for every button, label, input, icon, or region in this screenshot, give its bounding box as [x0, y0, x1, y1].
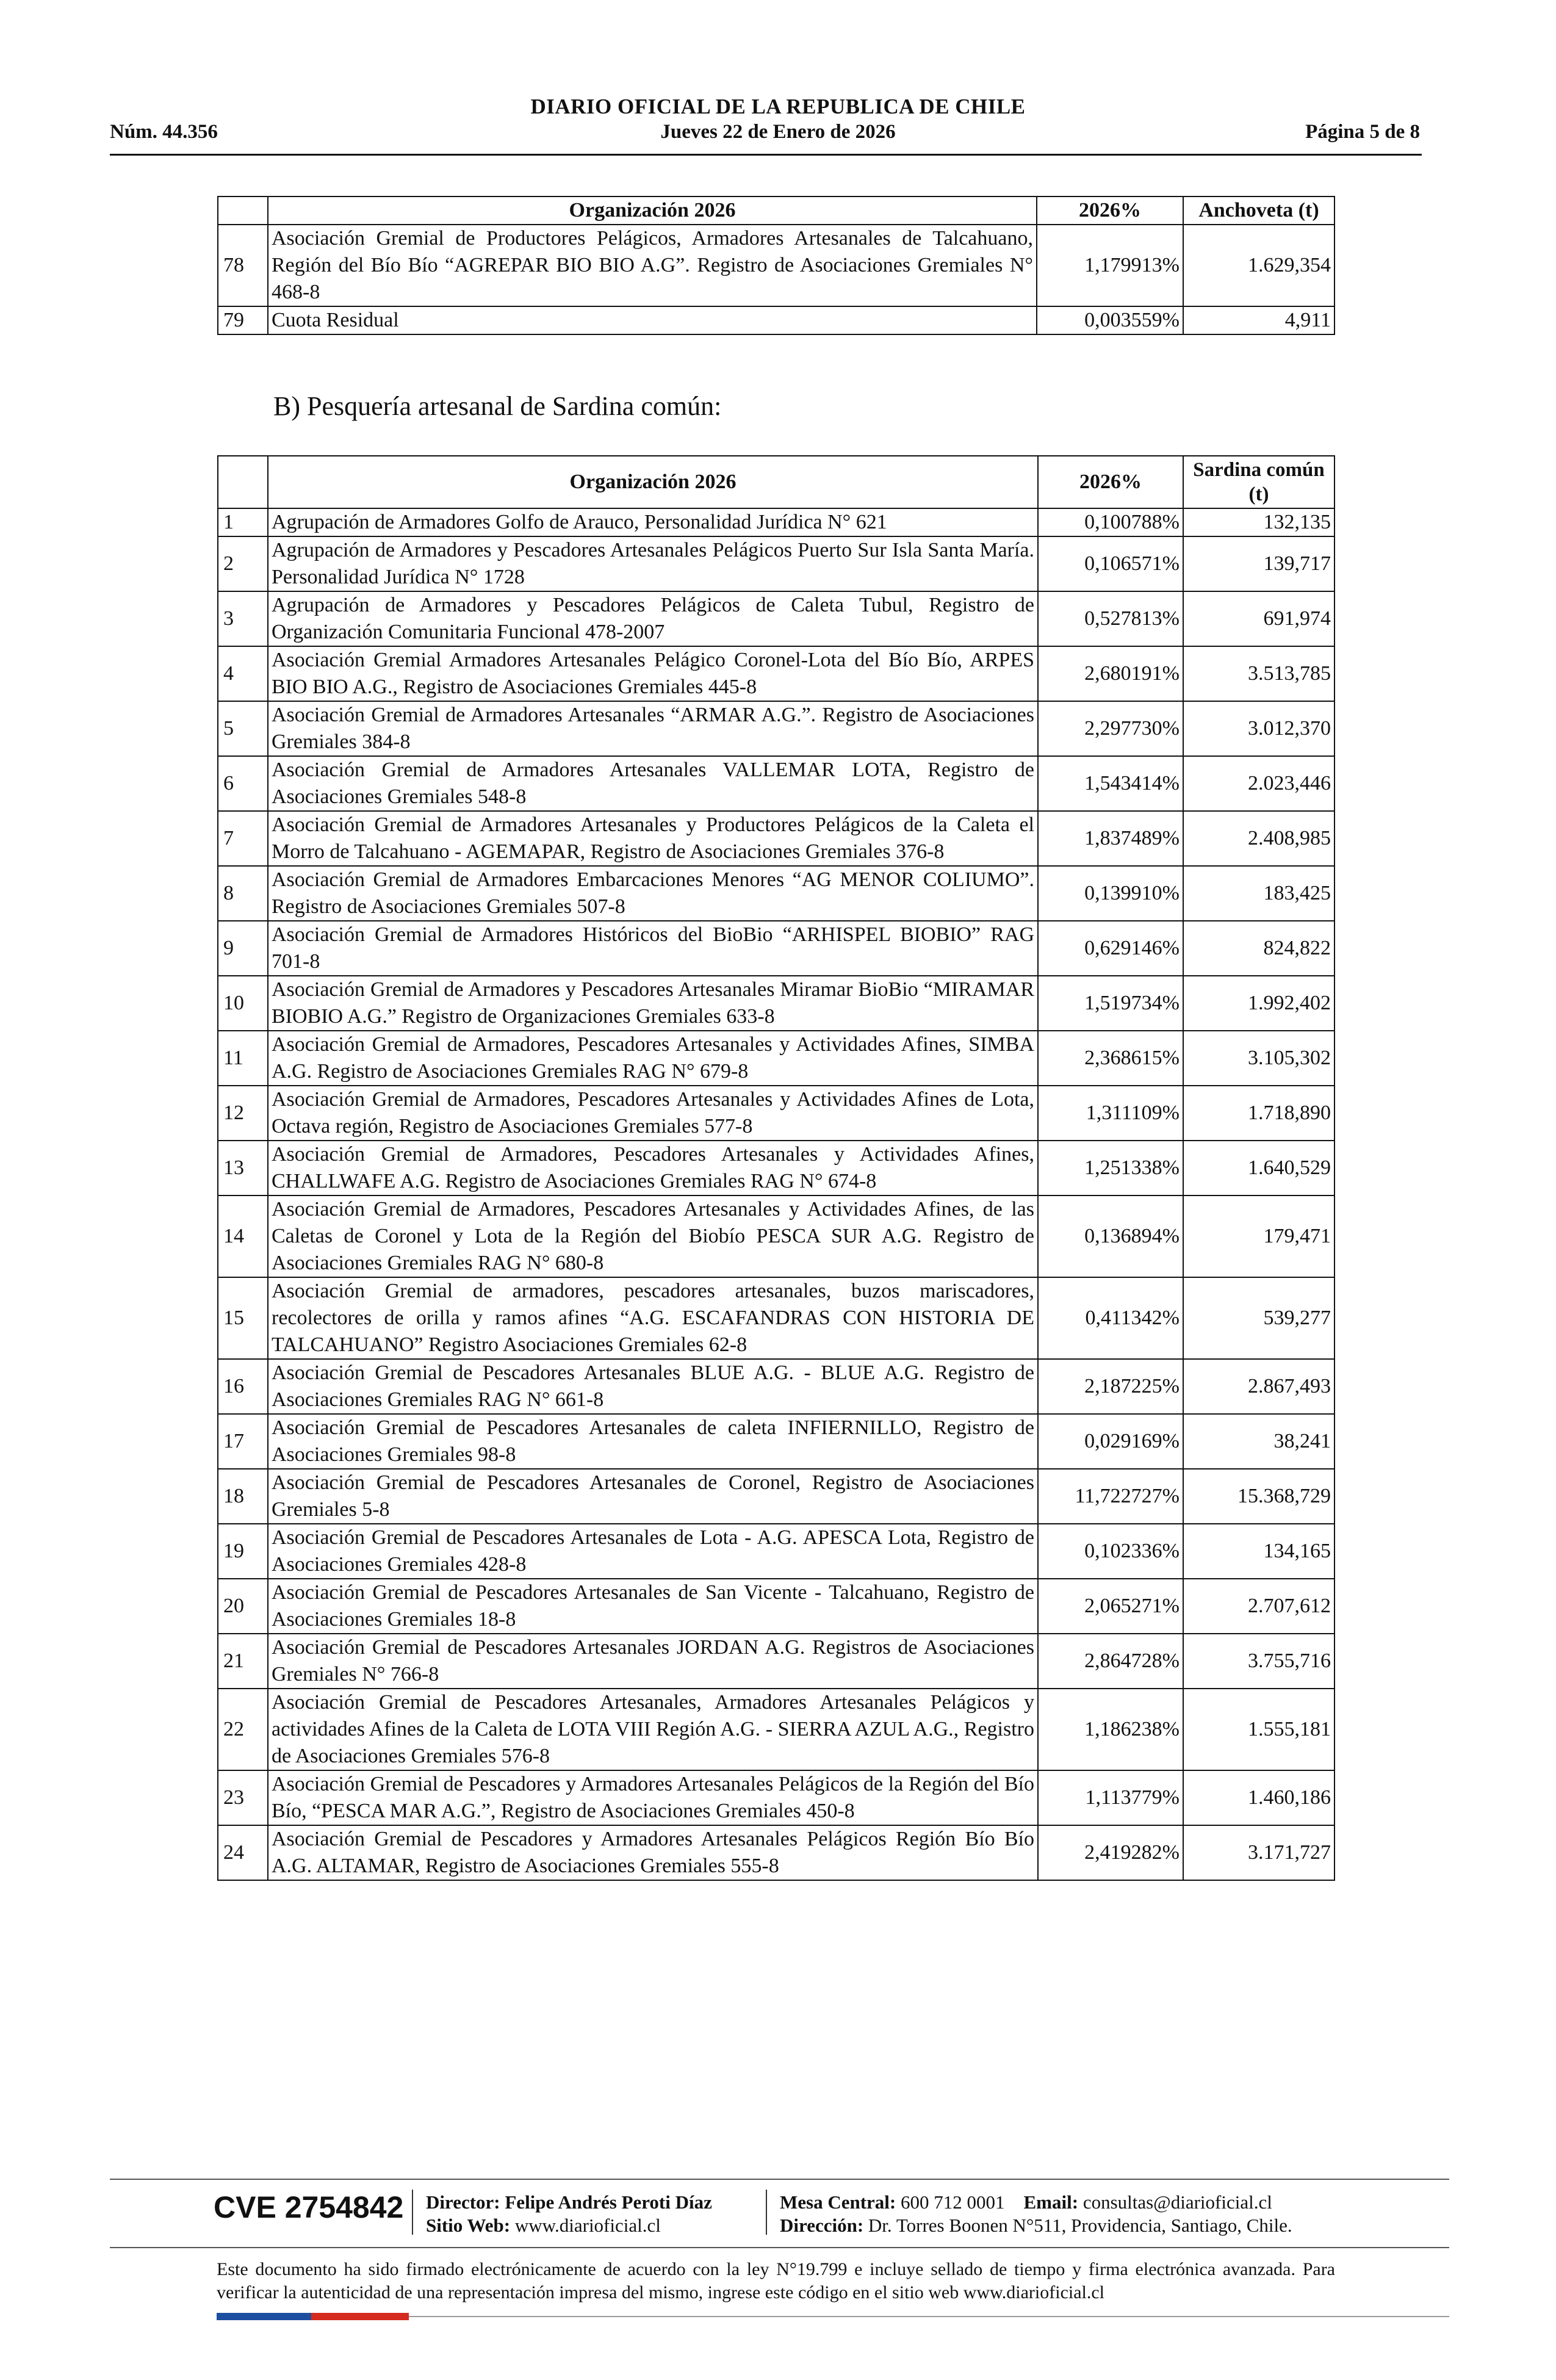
table-row	[218, 1031, 1334, 1086]
section-b-heading: B) Pesquería artesanal de Sardina común:	[273, 391, 722, 421]
table-row	[218, 701, 1334, 756]
percent-cell: 2,065271%	[1038, 1579, 1183, 1634]
row-number: 78	[218, 225, 268, 306]
percent-cell: 1,251338%	[1038, 1141, 1183, 1195]
organization-cell: Asociación Gremial de Pescadores y Armadores Artesanales Pelágicos Región Bío Bío A.G. ALTAMAR, Registro de Asociaciones Gremiales 555-8	[268, 1825, 1038, 1880]
tonnage-cell: 2.023,446	[1183, 756, 1334, 811]
table-row	[218, 536, 1334, 591]
header-organization: Organización 2026	[268, 456, 1038, 508]
tonnage-cell: 3.012,370	[1183, 701, 1334, 756]
organization-cell: Asociación Gremial de Productores Pelágicos, Armadores Artesanales de Talcahuano, Región del Bío Bío “AGREPAR BIO BIO A.G”. Registro de Asociaciones Gremiales N° 468-8	[268, 225, 1037, 306]
table-row	[218, 1524, 1334, 1579]
row-number: 12	[218, 1086, 268, 1141]
tonnage-cell: 3.105,302	[1183, 1031, 1334, 1086]
percent-cell: 1,543414%	[1038, 756, 1183, 811]
header-number	[218, 456, 268, 508]
table-row	[218, 811, 1334, 866]
tonnage-cell: 38,241	[1183, 1414, 1334, 1469]
publication-title: DIARIO OFICIAL DE LA REPUBLICA DE CHILE	[530, 95, 1026, 118]
organization-cell: Asociación Gremial de Armadores, Pescadores Artesanales y Actividades Afines de Lota, Octava región, Registro de Asociaciones Gremiales 577-8	[268, 1086, 1038, 1141]
organization-cell: Asociación Gremial de Armadores, Pescadores Artesanales y Actividades Afines, de las Caletas de Coronel y Lota de la Región del Biobío PESCA SUR A.G. Registro de Asociaciones Gremiales RAG N° 680-8	[268, 1195, 1038, 1277]
director-name: Felipe Andrés Peroti Díaz	[505, 2191, 712, 2213]
tonnage-cell: 3.513,785	[1183, 646, 1334, 701]
header-divider	[110, 154, 1422, 156]
tonnage-cell: 4,911	[1183, 306, 1334, 334]
percent-cell: 0,411342%	[1038, 1277, 1183, 1359]
row-number: 79	[218, 306, 268, 334]
sardina-table	[217, 455, 1335, 1881]
tonnage-cell: 1.460,186	[1183, 1770, 1334, 1825]
website-link[interactable]: www.diarioficial.cl	[514, 2215, 661, 2236]
percent-cell: 0,100788%	[1038, 508, 1183, 536]
organization-cell: Asociación Gremial de Armadores Artesanales y Productores Pelágicos de la Caleta el Morro de Talcahuano - AGEMAPAR, Registro de Asociaciones Gremiales 376-8	[268, 811, 1038, 866]
tonnage-cell: 691,974	[1183, 591, 1334, 646]
phone-label: Mesa Central:	[780, 2191, 896, 2213]
footer-divider	[110, 2179, 1449, 2180]
director-label: Director:	[426, 2191, 500, 2213]
percent-cell: 0,003559%	[1037, 306, 1183, 334]
percent-cell: 0,527813%	[1038, 591, 1183, 646]
email-link[interactable]: consultas@diarioficial.cl	[1082, 2191, 1272, 2213]
row-number: 22	[218, 1689, 268, 1770]
row-number: 24	[218, 1825, 268, 1880]
organization-cell: Cuota Residual	[268, 306, 1037, 334]
tonnage-cell: 132,135	[1183, 508, 1334, 536]
percent-cell: 1,186238%	[1038, 1689, 1183, 1770]
table-row	[218, 591, 1334, 646]
tonnage-cell: 1.718,890	[1183, 1086, 1334, 1141]
row-number: 8	[218, 866, 268, 921]
tonnage-cell: 1.555,181	[1183, 1689, 1334, 1770]
percent-cell: 1,113779%	[1038, 1770, 1183, 1825]
tonnage-cell: 1.640,529	[1183, 1141, 1334, 1195]
header-number	[218, 197, 268, 225]
organization-cell: Asociación Gremial de Armadores, Pescadores Artesanales y Actividades Afines, CHALLWAFE A.G. Registro de Asociaciones Gremiales RAG N° 674-8	[268, 1141, 1038, 1195]
percent-cell: 0,106571%	[1038, 536, 1183, 591]
percent-cell: 2,297730%	[1038, 701, 1183, 756]
row-number: 9	[218, 921, 268, 976]
percent-cell: 0,029169%	[1038, 1414, 1183, 1469]
row-number: 11	[218, 1031, 268, 1086]
footer-separator	[412, 2190, 413, 2235]
table-row	[218, 1770, 1334, 1825]
percent-cell: 1,311109%	[1038, 1086, 1183, 1141]
row-number: 19	[218, 1524, 268, 1579]
row-number: 14	[218, 1195, 268, 1277]
row-number: 10	[218, 976, 268, 1031]
organization-cell: Asociación Gremial de Pescadores Artesanales de caleta INFIERNILLO, Registro de Asociaciones Gremiales 98-8	[268, 1414, 1038, 1469]
row-number: 4	[218, 646, 268, 701]
row-number: 2	[218, 536, 268, 591]
issue-number: Núm. 44.356	[110, 121, 218, 143]
table-row	[218, 1195, 1334, 1277]
tonnage-cell: 824,822	[1183, 921, 1334, 976]
footer-separator	[766, 2190, 767, 2235]
tonnage-cell: 3.171,727	[1183, 1825, 1334, 1880]
percent-cell: 0,136894%	[1038, 1195, 1183, 1277]
footer-contact-block	[780, 2191, 1292, 2237]
table-row	[218, 1277, 1334, 1359]
table-row	[218, 1469, 1334, 1524]
organization-cell: Asociación Gremial de Armadores, Pescadores Artesanales y Actividades Afines, SIMBA A.G. Registro de Asociaciones Gremiales RAG N° 679-8	[268, 1031, 1038, 1086]
row-number: 5	[218, 701, 268, 756]
tonnage-cell: 539,277	[1183, 1277, 1334, 1359]
footer-divider	[110, 2247, 1449, 2248]
organization-cell: Asociación Gremial de Pescadores y Armadores Artesanales Pelágicos de la Región del Bío Bío, “PESCA MAR A.G.”, Registro de Asociaciones Gremiales 450-8	[268, 1770, 1038, 1825]
tonnage-cell: 139,717	[1183, 536, 1334, 591]
percent-cell: 1,179913%	[1037, 225, 1183, 306]
organization-cell: Agrupación de Armadores y Pescadores Pelágicos de Caleta Tubul, Registro de Organización Comunitaria Funcional 478-2007	[268, 591, 1038, 646]
percent-cell: 0,102336%	[1038, 1524, 1183, 1579]
table-row	[218, 1414, 1334, 1469]
cve-code: CVE 2754842	[214, 2190, 404, 2224]
table-row	[218, 1579, 1334, 1634]
organization-cell: Agrupación de Armadores y Pescadores Artesanales Pelágicos Puerto Sur Isla Santa María. Personalidad Jurídica N° 1728	[268, 536, 1038, 591]
header-percent: 2026%	[1037, 197, 1183, 225]
table-row	[218, 1825, 1334, 1880]
organization-cell: Asociación Gremial de Pescadores Artesanales BLUE A.G. - BLUE A.G. Registro de Asociaciones Gremiales RAG N° 661-8	[268, 1359, 1038, 1414]
percent-cell: 0,629146%	[1038, 921, 1183, 976]
percent-cell: 2,368615%	[1038, 1031, 1183, 1086]
organization-cell: Asociación Gremial de Armadores Embarcaciones Menores “AG MENOR COLIUMO”. Registro de Asociaciones Gremiales 507-8	[268, 866, 1038, 921]
organization-cell: Asociación Gremial de Armadores y Pescadores Artesanales Miramar BioBio “MIRAMAR BIOBIO A.G.” Registro de Organizaciones Gremiales 633-8	[268, 976, 1038, 1031]
table-row	[218, 1086, 1334, 1141]
tonnage-cell: 183,425	[1183, 866, 1334, 921]
table-row	[218, 646, 1334, 701]
table-row	[218, 1689, 1334, 1770]
row-number: 17	[218, 1414, 268, 1469]
row-number: 23	[218, 1770, 268, 1825]
tonnage-cell: 1.629,354	[1183, 225, 1334, 306]
percent-cell: 11,722727%	[1038, 1469, 1183, 1524]
issue-date: Jueves 22 de Enero de 2026	[660, 121, 896, 143]
row-number: 1	[218, 508, 268, 536]
header-organization: Organización 2026	[268, 197, 1037, 225]
table-row	[218, 921, 1334, 976]
organization-cell: Asociación Gremial de Armadores Artesanales VALLEMAR LOTA, Registro de Asociaciones Gremiales 548-8	[268, 756, 1038, 811]
tonnage-cell: 134,165	[1183, 1524, 1334, 1579]
organization-cell: Asociación Gremial de Pescadores Artesanales de Coronel, Registro de Asociaciones Gremiales 5-8	[268, 1469, 1038, 1524]
anchoveta-table	[217, 196, 1335, 335]
row-number: 7	[218, 811, 268, 866]
address: Dr. Torres Boonen N°511, Providencia, Santiago, Chile.	[868, 2215, 1292, 2236]
page-indicator: Página 5 de 8	[1305, 121, 1420, 143]
table-row	[218, 508, 1334, 536]
organization-cell: Agrupación de Armadores Golfo de Arauco, Personalidad Jurídica N° 621	[268, 508, 1038, 536]
row-number: 21	[218, 1634, 268, 1689]
footer-director-block	[426, 2191, 712, 2237]
email-label: Email:	[1023, 2191, 1079, 2213]
row-number: 6	[218, 756, 268, 811]
table-row	[218, 1141, 1334, 1195]
percent-cell: 0,139910%	[1038, 866, 1183, 921]
percent-cell: 2,187225%	[1038, 1359, 1183, 1414]
table-header-row	[218, 456, 1334, 508]
organization-cell: Asociación Gremial de Pescadores Artesanales de Lota - A.G. APESCA Lota, Registro de Asociaciones Gremiales 428-8	[268, 1524, 1038, 1579]
table-row	[218, 225, 1334, 306]
row-number: 13	[218, 1141, 268, 1195]
flag-stripe-red	[311, 2313, 409, 2320]
organization-cell: Asociación Gremial de Armadores Históricos del BioBio “ARHISPEL BIOBIO” RAG 701-8	[268, 921, 1038, 976]
row-number: 18	[218, 1469, 268, 1524]
percent-cell: 1,519734%	[1038, 976, 1183, 1031]
row-number: 20	[218, 1579, 268, 1634]
row-number: 16	[218, 1359, 268, 1414]
address-label: Dirección:	[780, 2215, 864, 2236]
tonnage-cell: 2.408,985	[1183, 811, 1334, 866]
flag-stripe-blue	[217, 2313, 311, 2320]
table-row	[218, 306, 1334, 334]
row-number: 3	[218, 591, 268, 646]
website-label: Sitio Web:	[426, 2215, 511, 2236]
percent-cell: 2,680191%	[1038, 646, 1183, 701]
organization-cell: Asociación Gremial de Pescadores Artesanales, Armadores Artesanales Pelágicos y actividades Afines de la Caleta de LOTA VIII Región A.G. - SIERRA AZUL A.G., Registro de Asociaciones Gremiales 576-8	[268, 1689, 1038, 1770]
organization-cell: Asociación Gremial Armadores Artesanales Pelágico Coronel-Lota del Bío Bío, ARPES BIO BIO A.G., Registro de Asociaciones Gremiales 445-8	[268, 646, 1038, 701]
tonnage-cell: 1.992,402	[1183, 976, 1334, 1031]
percent-cell: 2,864728%	[1038, 1634, 1183, 1689]
organization-cell: Asociación Gremial de armadores, pescadores artesanales, buzos mariscadores, recolectores de orilla y ramos afines “A.G. ESCAFANDRAS CON HISTORIA DE TALCAHUANO” Registro Asociaciones Gremiales 62-8	[268, 1277, 1038, 1359]
header-percent: 2026%	[1038, 456, 1183, 508]
table-row	[218, 866, 1334, 921]
percent-cell: 1,837489%	[1038, 811, 1183, 866]
organization-cell: Asociación Gremial de Armadores Artesanales “ARMAR A.G.”. Registro de Asociaciones Gremiales 384-8	[268, 701, 1038, 756]
table-row	[218, 1359, 1334, 1414]
tonnage-cell: 2.707,612	[1183, 1579, 1334, 1634]
row-number: 15	[218, 1277, 268, 1359]
table-header-row	[218, 197, 1334, 225]
table-row	[218, 1634, 1334, 1689]
tonnage-cell: 179,471	[1183, 1195, 1334, 1277]
organization-cell: Asociación Gremial de Pescadores Artesanales JORDAN A.G. Registros de Asociaciones Gremiales N° 766-8	[268, 1634, 1038, 1689]
percent-cell: 2,419282%	[1038, 1825, 1183, 1880]
phone-number: 600 712 0001	[901, 2191, 1005, 2213]
tonnage-cell: 2.867,493	[1183, 1359, 1334, 1414]
header-sardina: Sardina común (t)	[1183, 456, 1334, 508]
table-row	[218, 756, 1334, 811]
footer-bottom-rule	[409, 2316, 1449, 2317]
header-anchoveta: Anchoveta (t)	[1183, 197, 1334, 225]
table-row	[218, 976, 1334, 1031]
tonnage-cell: 15.368,729	[1183, 1469, 1334, 1524]
legal-notice: Este documento ha sido firmado electrónicamente de acuerdo con la ley N°19.799 e incluye sellado de tiempo y firma electrónica avanzada. Para verificar la autenticidad de una representación impresa del mismo, ingrese este código en el sitio web www.diarioficial.cl	[217, 2259, 1335, 2302]
organization-cell: Asociación Gremial de Pescadores Artesanales de San Vicente - Talcahuano, Registro de Asociaciones Gremiales 18-8	[268, 1579, 1038, 1634]
tonnage-cell: 3.755,716	[1183, 1634, 1334, 1689]
